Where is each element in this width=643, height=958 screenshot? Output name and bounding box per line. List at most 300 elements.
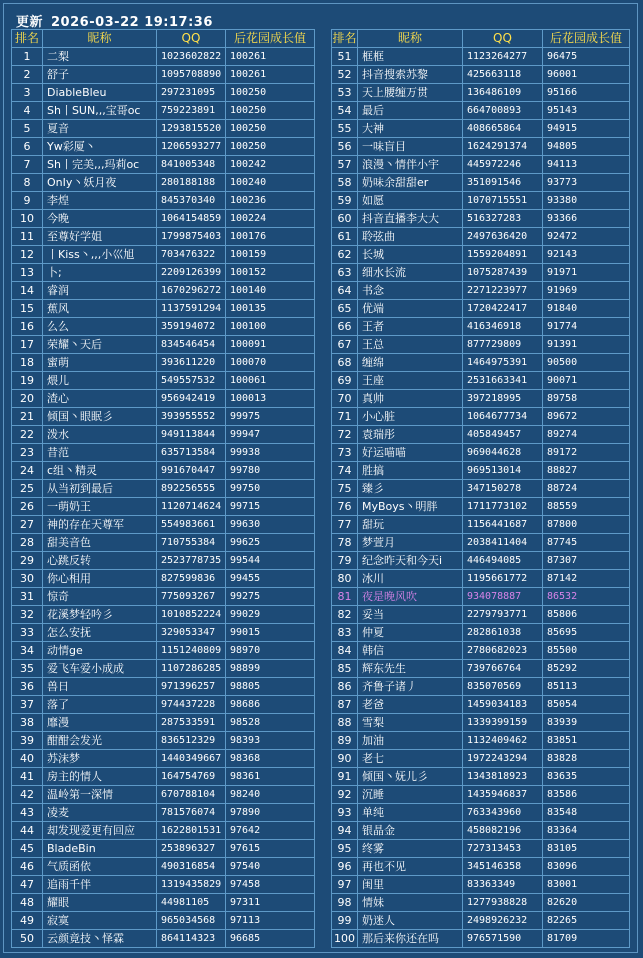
nickname-cell: 酣酣会发光 (43, 732, 157, 750)
growth-value-cell: 98970 (226, 642, 315, 660)
rank-cell: 36 (12, 678, 43, 696)
growth-value-cell: 95166 (543, 84, 630, 102)
nickname-cell: 冰川 (358, 570, 463, 588)
growth-value-cell: 83096 (543, 858, 630, 876)
growth-value-cell: 91840 (543, 300, 630, 318)
nickname-cell: 夜是晚风吹 (358, 588, 463, 606)
column-qq-header: QQ (463, 30, 543, 48)
qq-cell: 408665864 (463, 120, 543, 138)
growth-value-cell: 96685 (226, 930, 315, 948)
qq-cell: 969044628 (463, 444, 543, 462)
rank-cell: 37 (12, 696, 43, 714)
table-row (12, 66, 315, 84)
rank-cell: 11 (12, 228, 43, 246)
table-row (332, 552, 630, 570)
nickname-cell: 再也不见 (358, 858, 463, 876)
table-row (12, 606, 315, 624)
nickname-cell: 兽日 (43, 678, 157, 696)
nickname-cell: 寂寞 (43, 912, 157, 930)
rank-cell: 27 (12, 516, 43, 534)
table-row (12, 192, 315, 210)
nickname-cell: 韩信 (358, 642, 463, 660)
nickname-cell: 靡漫 (43, 714, 157, 732)
growth-value-cell: 90500 (543, 354, 630, 372)
nickname-cell: 齐鲁子诸丿 (358, 678, 463, 696)
growth-value-cell: 99275 (226, 588, 315, 606)
qq-cell: 670788104 (157, 786, 226, 804)
rank-cell: 90 (332, 750, 358, 768)
qq-cell: 1464975391 (463, 354, 543, 372)
growth-value-cell: 88559 (543, 498, 630, 516)
qq-cell: 1343818923 (463, 768, 543, 786)
rank-cell: 19 (12, 372, 43, 390)
qq-cell: 1132409462 (463, 732, 543, 750)
table-row (12, 570, 315, 588)
nickname-cell: 加油 (358, 732, 463, 750)
table-row (12, 228, 315, 246)
nickname-cell: Yw彩厦丶 (43, 138, 157, 156)
nickname-cell: 情妹 (358, 894, 463, 912)
table-row (332, 102, 630, 120)
qq-cell: 2780682023 (463, 642, 543, 660)
rank-cell: 1 (12, 48, 43, 66)
rank-cell: 87 (332, 696, 358, 714)
update-datetime: 2026-03-22 19:17:36 (51, 15, 213, 30)
table-row (12, 552, 315, 570)
table-row (332, 678, 630, 696)
qq-cell: 1064677734 (463, 408, 543, 426)
nickname-cell: 胜搞 (358, 462, 463, 480)
table-row (332, 300, 630, 318)
table-row (12, 714, 315, 732)
growth-value-cell: 87800 (543, 516, 630, 534)
nickname-cell: 二梨 (43, 48, 157, 66)
growth-value-cell: 83828 (543, 750, 630, 768)
rank-cell: 97 (332, 876, 358, 894)
nickname-cell: 天上腰缠万贯 (358, 84, 463, 102)
qq-cell: 1195661772 (463, 570, 543, 588)
table-row (332, 930, 630, 948)
rank-cell: 54 (332, 102, 358, 120)
rank-cell: 22 (12, 426, 43, 444)
nickname-cell: 却发现爱更有回应 (43, 822, 157, 840)
nickname-cell: OnIy丶妖月夜 (43, 174, 157, 192)
rank-cell: 76 (332, 498, 358, 516)
growth-value-cell: 82265 (543, 912, 630, 930)
table-row (332, 624, 630, 642)
qq-cell: 1075287439 (463, 264, 543, 282)
qq-cell: 549557532 (157, 372, 226, 390)
table-row (12, 660, 315, 678)
qq-cell: 329053347 (157, 624, 226, 642)
rank-cell: 9 (12, 192, 43, 210)
qq-cell: 164754769 (157, 768, 226, 786)
rank-cell: 91 (332, 768, 358, 786)
qq-cell: 44981105 (157, 894, 226, 912)
nickname-cell: 老爸 (358, 696, 463, 714)
nickname-cell: 温岭第一深情 (43, 786, 157, 804)
rank-cell: 18 (12, 354, 43, 372)
nickname-cell: 浪漫丶情伴小宇 (358, 156, 463, 174)
nickname-cell: BladeBin (43, 840, 157, 858)
growth-value-cell: 83548 (543, 804, 630, 822)
nickname-cell: 甜美音色 (43, 534, 157, 552)
qq-cell: 1459034183 (463, 696, 543, 714)
table-row (12, 444, 315, 462)
growth-value-cell: 99544 (226, 552, 315, 570)
table-row (332, 390, 630, 408)
table-row (12, 48, 315, 66)
table-row (332, 408, 630, 426)
table-row (12, 876, 315, 894)
qq-cell: 1435946837 (463, 786, 543, 804)
growth-value-cell: 85695 (543, 624, 630, 642)
nickname-cell: 睿润 (43, 282, 157, 300)
table-row (332, 642, 630, 660)
growth-value-cell: 98393 (226, 732, 315, 750)
qq-cell: 841005348 (157, 156, 226, 174)
qq-cell: 1624291374 (463, 138, 543, 156)
growth-value-cell: 90071 (543, 372, 630, 390)
nickname-cell: 聆弦曲 (358, 228, 463, 246)
qq-cell: 2498926232 (463, 912, 543, 930)
rank-cell: 44 (12, 822, 43, 840)
table-row (332, 804, 630, 822)
rank-cell: 79 (332, 552, 358, 570)
column-rank-header: 排名 (12, 30, 43, 48)
table-row (332, 444, 630, 462)
rank-cell: 52 (332, 66, 358, 84)
qq-cell: 1293815520 (157, 120, 226, 138)
table-row (12, 102, 315, 120)
nickname-cell: 夏音 (43, 120, 157, 138)
table-row (12, 516, 315, 534)
growth-value-cell: 91971 (543, 264, 630, 282)
table-row (332, 498, 630, 516)
nickname-cell: 花溪梦轻吟彡 (43, 606, 157, 624)
table-row (12, 624, 315, 642)
qq-cell: 516327283 (463, 210, 543, 228)
rank-cell: 71 (332, 408, 358, 426)
update-label: 更新 (16, 15, 44, 30)
nickname-cell: 银晶金 (358, 822, 463, 840)
nickname-cell: 动情ge (43, 642, 157, 660)
table-row (332, 354, 630, 372)
nickname-cell: 大神 (358, 120, 463, 138)
growth-value-cell: 100070 (226, 354, 315, 372)
nickname-cell: 凌麦 (43, 804, 157, 822)
qq-cell: 759223891 (157, 102, 226, 120)
table-row (12, 786, 315, 804)
nickname-cell: 从当初到最后 (43, 480, 157, 498)
table-header-row (332, 30, 630, 48)
table-row (332, 894, 630, 912)
qq-cell: 458082196 (463, 822, 543, 840)
qq-cell: 425663118 (463, 66, 543, 84)
growth-value-cell: 97311 (226, 894, 315, 912)
rank-cell: 86 (332, 678, 358, 696)
rank-cell: 2 (12, 66, 43, 84)
table-row (332, 48, 630, 66)
nickname-cell: 沉睡 (358, 786, 463, 804)
growth-value-cell: 100250 (226, 120, 315, 138)
nickname-cell: 气质函依 (43, 858, 157, 876)
qq-cell: 2271223977 (463, 282, 543, 300)
growth-value-cell: 87142 (543, 570, 630, 588)
growth-value-cell: 96001 (543, 66, 630, 84)
nickname-cell: 雪梨 (358, 714, 463, 732)
table-row (12, 426, 315, 444)
rank-cell: 5 (12, 120, 43, 138)
qq-cell: 1151240809 (157, 642, 226, 660)
table-row (12, 210, 315, 228)
qq-cell: 445972246 (463, 156, 543, 174)
qq-cell: 727313453 (463, 840, 543, 858)
table-row (332, 138, 630, 156)
growth-value-cell: 88724 (543, 480, 630, 498)
rank-cell: 66 (332, 318, 358, 336)
nickname-cell: 房主的情人 (43, 768, 157, 786)
growth-value-cell: 100236 (226, 192, 315, 210)
qq-cell: 664700893 (463, 102, 543, 120)
rank-cell: 6 (12, 138, 43, 156)
growth-value-cell: 96475 (543, 48, 630, 66)
table-row (12, 804, 315, 822)
rank-cell: 39 (12, 732, 43, 750)
nickname-cell: 渣心 (43, 390, 157, 408)
table-row (12, 732, 315, 750)
qq-cell: 781576074 (157, 804, 226, 822)
nickname-cell: Sh丨SUN,,,宝哥oc (43, 102, 157, 120)
growth-value-cell: 100091 (226, 336, 315, 354)
growth-value-cell: 89672 (543, 408, 630, 426)
nickname-cell: 昔范 (43, 444, 157, 462)
table-row (332, 768, 630, 786)
growth-value-cell: 85806 (543, 606, 630, 624)
growth-value-cell: 99750 (226, 480, 315, 498)
qq-cell: 2497636420 (463, 228, 543, 246)
nickname-cell: MyBoys丶明胖 (358, 498, 463, 516)
rank-cell: 34 (12, 642, 43, 660)
growth-value-cell: 99625 (226, 534, 315, 552)
rank-cell: 63 (332, 264, 358, 282)
qq-cell: 1156441687 (463, 516, 543, 534)
rank-cell: 61 (332, 228, 358, 246)
growth-value-cell: 97540 (226, 858, 315, 876)
rank-cell: 100 (332, 930, 358, 948)
growth-value-cell: 100152 (226, 264, 315, 282)
growth-value-cell: 83939 (543, 714, 630, 732)
qq-cell: 976571590 (463, 930, 543, 948)
nickname-cell: 苏沫梦 (43, 750, 157, 768)
growth-value-cell: 98361 (226, 768, 315, 786)
rank-cell: 74 (332, 462, 358, 480)
qq-cell: 393611220 (157, 354, 226, 372)
qq-cell: 1107286285 (157, 660, 226, 678)
growth-value-cell: 97642 (226, 822, 315, 840)
column-growth-header: 后花园成长值 (226, 30, 315, 48)
rank-cell: 59 (332, 192, 358, 210)
nickname-cell: 小心脏 (358, 408, 463, 426)
nickname-cell: 泼水 (43, 426, 157, 444)
nickname-cell: 袁瑞彤 (358, 426, 463, 444)
growth-value-cell: 100261 (226, 48, 315, 66)
table-row (12, 642, 315, 660)
qq-cell: 974437228 (157, 696, 226, 714)
nickname-cell: 么么 (43, 318, 157, 336)
growth-value-cell: 99630 (226, 516, 315, 534)
rank-cell: 64 (332, 282, 358, 300)
table-row (332, 606, 630, 624)
growth-value-cell: 100013 (226, 390, 315, 408)
table-row (12, 480, 315, 498)
nickname-cell: 框框 (358, 48, 463, 66)
growth-value-cell: 99780 (226, 462, 315, 480)
rank-cell: 8 (12, 174, 43, 192)
nickname-cell: 一萌奶王 (43, 498, 157, 516)
growth-value-cell: 100159 (226, 246, 315, 264)
qq-cell: 1010852224 (157, 606, 226, 624)
growth-value-cell: 93380 (543, 192, 630, 210)
table-row (12, 840, 315, 858)
qq-cell: 1339399159 (463, 714, 543, 732)
table-row (332, 516, 630, 534)
rank-cell: 4 (12, 102, 43, 120)
rank-cell: 42 (12, 786, 43, 804)
qq-cell: 446494085 (463, 552, 543, 570)
qq-cell: 763343960 (463, 804, 543, 822)
growth-value-cell: 100100 (226, 318, 315, 336)
table-row (332, 714, 630, 732)
qq-cell: 845370340 (157, 192, 226, 210)
qq-cell: 2279793771 (463, 606, 543, 624)
nickname-cell: c组丶精灵 (43, 462, 157, 480)
qq-cell: 1972243294 (463, 750, 543, 768)
rank-cell: 78 (332, 534, 358, 552)
qq-cell: 359194072 (157, 318, 226, 336)
growth-value-cell: 83105 (543, 840, 630, 858)
nickname-cell: 一味盲目 (358, 138, 463, 156)
rank-cell: 25 (12, 480, 43, 498)
nickname-cell: 纪念昨天和今天i (358, 552, 463, 570)
qq-cell: 1023602822 (157, 48, 226, 66)
growth-value-cell: 98686 (226, 696, 315, 714)
table-row (332, 696, 630, 714)
qq-cell: 1095708890 (157, 66, 226, 84)
growth-value-cell: 100240 (226, 174, 315, 192)
nickname-cell: 至尊好学姐 (43, 228, 157, 246)
growth-value-cell: 83364 (543, 822, 630, 840)
rank-cell: 56 (332, 138, 358, 156)
rank-cell: 81 (332, 588, 358, 606)
qq-cell: 2038411404 (463, 534, 543, 552)
rank-cell: 85 (332, 660, 358, 678)
table-row (332, 462, 630, 480)
nickname-cell: 奶迷人 (358, 912, 463, 930)
rank-cell: 55 (332, 120, 358, 138)
qq-cell: 971396257 (157, 678, 226, 696)
nickname-cell: 真帅 (358, 390, 463, 408)
rank-cell: 14 (12, 282, 43, 300)
table-row (12, 84, 315, 102)
rank-cell: 38 (12, 714, 43, 732)
nickname-cell: 老七 (358, 750, 463, 768)
growth-value-cell: 99455 (226, 570, 315, 588)
rank-cell: 3 (12, 84, 43, 102)
table-row (332, 84, 630, 102)
qq-cell: 416346918 (463, 318, 543, 336)
nickname-cell: 王总 (358, 336, 463, 354)
rank-cell: 51 (332, 48, 358, 66)
growth-value-cell: 93366 (543, 210, 630, 228)
growth-value-cell: 93773 (543, 174, 630, 192)
table-row (332, 840, 630, 858)
rank-cell: 10 (12, 210, 43, 228)
table-row (12, 534, 315, 552)
table-row (332, 318, 630, 336)
qq-cell: 864114323 (157, 930, 226, 948)
nickname-cell: 荣耀丶天后 (43, 336, 157, 354)
qq-cell: 1120714624 (157, 498, 226, 516)
column-qq-header: QQ (157, 30, 226, 48)
growth-value-cell: 81709 (543, 930, 630, 948)
rank-cell: 13 (12, 264, 43, 282)
table-row (12, 894, 315, 912)
growth-value-cell: 88827 (543, 462, 630, 480)
table-row (332, 912, 630, 930)
growth-value-cell: 98240 (226, 786, 315, 804)
nickname-cell: 优端 (358, 300, 463, 318)
qq-cell: 1064154859 (157, 210, 226, 228)
table-row (332, 264, 630, 282)
table-row (332, 120, 630, 138)
rank-cell: 93 (332, 804, 358, 822)
nickname-cell: 煨儿 (43, 372, 157, 390)
table-row (12, 138, 315, 156)
rank-cell: 23 (12, 444, 43, 462)
table-row (12, 336, 315, 354)
growth-value-cell: 99029 (226, 606, 315, 624)
growth-value-cell: 92472 (543, 228, 630, 246)
rank-cell: 65 (332, 300, 358, 318)
qq-cell: 1799875403 (157, 228, 226, 246)
rank-cell: 73 (332, 444, 358, 462)
rank-cell: 83 (332, 624, 358, 642)
table-row (332, 156, 630, 174)
growth-value-cell: 100135 (226, 300, 315, 318)
qq-cell: 703476322 (157, 246, 226, 264)
qq-cell: 1559204891 (463, 246, 543, 264)
table-row (12, 462, 315, 480)
nickname-cell: 丨Kiss丶,,,小巛旭 (43, 246, 157, 264)
table-row (332, 426, 630, 444)
rank-cell: 15 (12, 300, 43, 318)
nickname-cell: 那后来你还在吗 (358, 930, 463, 948)
table-row (332, 858, 630, 876)
nickname-cell: 落了 (43, 696, 157, 714)
nickname-cell: 追雨千伴 (43, 876, 157, 894)
qq-cell: 949113844 (157, 426, 226, 444)
growth-value-cell: 98899 (226, 660, 315, 678)
table-row (332, 660, 630, 678)
table-row (12, 678, 315, 696)
growth-value-cell: 99947 (226, 426, 315, 444)
nickname-cell: 书念 (358, 282, 463, 300)
nickname-cell: 辉东先生 (358, 660, 463, 678)
table-row (12, 408, 315, 426)
rank-cell: 94 (332, 822, 358, 840)
growth-value-cell: 99938 (226, 444, 315, 462)
